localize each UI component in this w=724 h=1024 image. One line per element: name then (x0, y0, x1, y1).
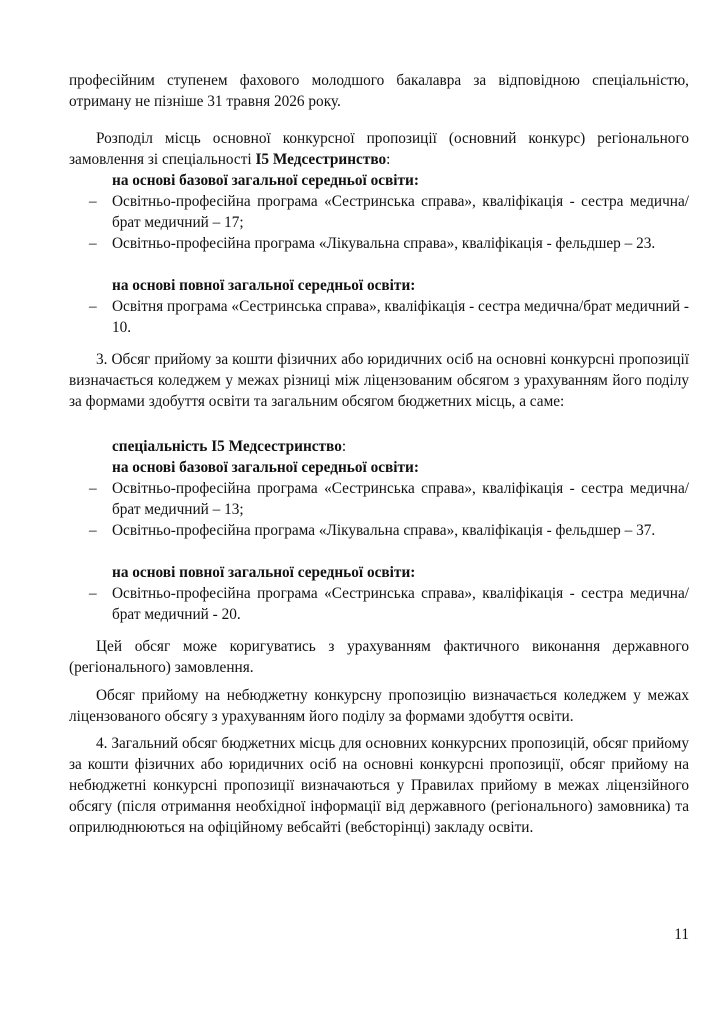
continuation-paragraph: професійним ступенем фахового молодшого бакалавра за відповідною спеціальністю, отриману не пізніше 31 травня 2026 року. (69, 72, 689, 110)
nonbudget-paragraph: Обсяг прийому на небюджетну конкурсну пропозицію визначається коледжем у межах ліцензованого обсягу з урахуванням його поділу за формами здобуття освіти. (69, 687, 689, 725)
section-3-basic-item-1: Освітньо-професійна програма «Сестринська справа», кваліфікація - сестра медична/брат медичний – 13; (112, 480, 689, 518)
regional-intro-text: Розподіл місць основної конкурсної пропозиції (основний конкурс) регіонального замовлення зі спеціальності (69, 130, 689, 168)
section-3-specialty: спеціальність І5 Медсестринство (112, 438, 342, 455)
regional-full-item-1: Освітня програма «Сестринська справа», кваліфікація - сестра медична/брат медичний - 10. (112, 298, 690, 336)
section-3-paragraph: 3. Обсяг прийому за кошти фізичних або юридичних осіб на основні конкурсні пропозиції визначається коледжем у межах різниці між ліцензованим обсягом з урахуванням його поділу за формами здобуття освіти та загальним обсягом бюджетних місць, а саме: (69, 351, 689, 410)
bullet-dash: – (89, 193, 97, 210)
bullet-dash: – (89, 480, 97, 497)
page-number: 11 (674, 926, 689, 943)
section-3-specialty-line (112, 436, 689, 457)
regional-basic-item-2: Освітньо-професійна програма «Лікувальна справа», кваліфікація - фельдшер – 23. (112, 235, 656, 252)
section-3-colon: : (341, 438, 347, 455)
bullet-dash: – (89, 522, 97, 539)
section-3-basic-item-2: Освітньо-професійна програма «Лікувальна справа», кваліфікація - фельдшер – 37. (112, 522, 656, 539)
regional-specialty: І5 Медсестринство (255, 151, 387, 168)
regional-colon: : (386, 151, 391, 168)
regional-basic-heading: на основі базової загальної середньої освіти: (112, 172, 419, 189)
bullet-dash: – (89, 235, 97, 252)
bullet-dash: – (89, 298, 97, 315)
regional-intro-paragraph (69, 128, 689, 170)
section-3-basic-heading: на основі базової загальної середньої освіти: (112, 459, 419, 476)
section-4-paragraph: 4. Загальний обсяг бюджетних місць для основних конкурсних пропозицій, обсяг прийому за кошти фізичних або юридичних осіб на основні конкурсні пропозиції, обсяг прийому на небюджетні конкурсні пропозиції визначаються у Правилах прийому в межах ліцензійного обсягу (після отримання необхідної інформації від державного (регіонального) замовника) та оприлюднюються на офіційному вебсайті (вебсторінці) закладу освіти. (69, 735, 689, 836)
regional-basic-item-1: Освітньо-професійна програма «Сестринська справа», кваліфікація - сестра медична/брат медичний – 17; (112, 193, 689, 231)
regional-full-heading: на основі повної загальної середньої освіти: (112, 277, 416, 294)
bullet-dash: – (89, 585, 97, 602)
adjust-paragraph: Цей обсяг може коригуватись з урахуванням фактичного виконання державного (регіонального) замовлення. (69, 638, 689, 676)
section-3-full-heading: на основі повної загальної середньої освіти: (112, 564, 416, 581)
section-3-full-item-1: Освітньо-професійна програма «Сестринська справа», кваліфікація - сестра медична/брат медичний - 20. (112, 585, 689, 623)
